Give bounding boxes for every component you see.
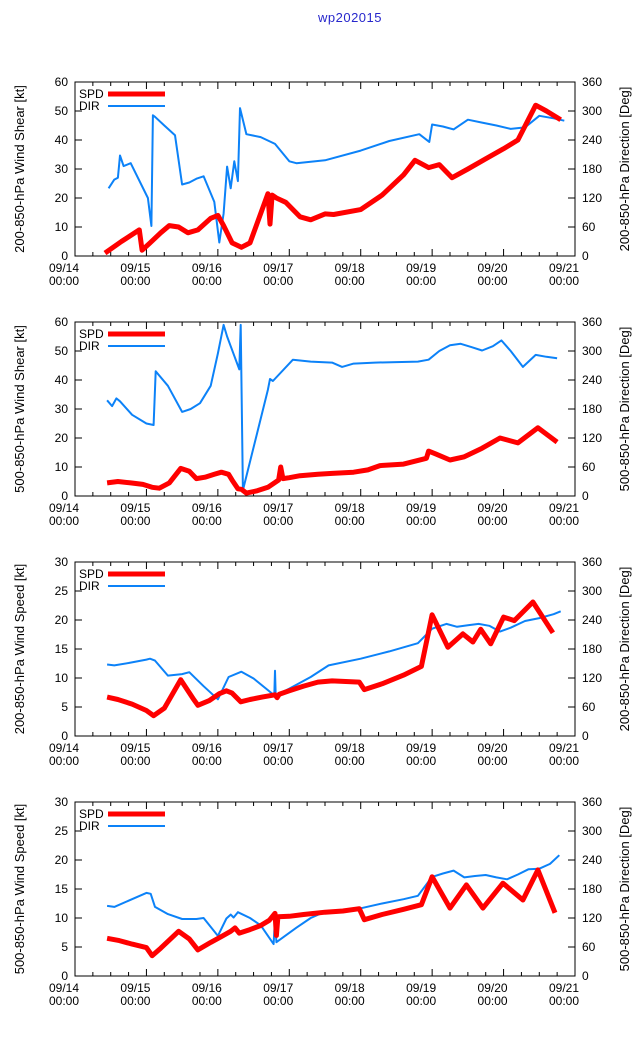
y-axis-tick-label: 40 <box>54 373 68 387</box>
wind-shear-500-850-chart <box>0 300 640 540</box>
x-axis-time-label: 00:00 <box>548 994 579 1008</box>
y-axis-tick-label: 0 <box>61 729 68 743</box>
x-axis-time-label: 00:00 <box>263 274 294 288</box>
y2-axis-tick-label: 120 <box>582 911 603 925</box>
x-axis-time-label: 00:00 <box>548 514 579 528</box>
x-axis-time-label: 00:00 <box>406 994 437 1008</box>
x-axis-date-label: 09/21 <box>548 741 579 755</box>
x-axis-date-label: 09/15 <box>120 741 151 755</box>
y-axis-title: 500-850-hPa Wind Speed [kt] <box>12 803 27 975</box>
y2-axis-tick-label: 360 <box>582 555 603 569</box>
x-axis-date-label: 09/14 <box>48 741 79 755</box>
y2-axis-tick-label: 300 <box>582 104 603 118</box>
x-axis-time-label: 00:00 <box>334 514 365 528</box>
y2-axis-tick-label: 360 <box>582 315 603 329</box>
y2-axis-tick-label: 180 <box>582 882 603 896</box>
tick-marks <box>75 322 575 496</box>
y-axis-tick-label: 10 <box>54 220 68 234</box>
wind-speed-500-850-chart-canvas <box>0 780 640 1020</box>
x-axis-date-label: 09/15 <box>120 501 151 515</box>
x-axis-date-label: 09/20 <box>477 981 508 995</box>
x-axis-date-label: 09/17 <box>263 501 294 515</box>
wind-shear-200-850-chart-canvas <box>0 60 640 300</box>
x-axis-time-label: 00:00 <box>477 754 508 768</box>
x-axis-time-label: 00:00 <box>120 754 151 768</box>
spd-line <box>107 870 555 956</box>
x-axis-date-label: 09/20 <box>477 501 508 515</box>
y-axis-tick-label: 25 <box>54 824 68 838</box>
y2-axis-tick-label: 60 <box>582 460 596 474</box>
y-axis-tick-label: 60 <box>54 315 68 329</box>
x-axis-date-label: 09/17 <box>263 981 294 995</box>
plot-border <box>75 82 575 256</box>
y-axis-tick-label: 20 <box>54 853 68 867</box>
x-axis-date-label: 09/17 <box>263 741 294 755</box>
x-axis-date-label: 09/14 <box>48 981 79 995</box>
x-axis-date-label: 09/19 <box>406 981 437 995</box>
y-axis-tick-label: 10 <box>54 671 68 685</box>
legend-label-dir: DIR <box>79 339 100 353</box>
y2-axis-tick-label: 0 <box>582 249 589 263</box>
x-axis-time-label: 00:00 <box>334 994 365 1008</box>
x-axis-date-label: 09/20 <box>477 741 508 755</box>
y-axis-tick-label: 0 <box>61 969 68 983</box>
y2-axis-tick-label: 180 <box>582 642 603 656</box>
x-axis-date-label: 09/18 <box>334 261 365 275</box>
y-axis-tick-label: 20 <box>54 191 68 205</box>
x-axis-time-label: 00:00 <box>48 994 79 1008</box>
y-axis-tick-label: 30 <box>54 162 68 176</box>
y2-axis-tick-label: 0 <box>582 489 589 503</box>
x-axis-date-label: 09/21 <box>548 981 579 995</box>
page-title: wp202015 <box>318 10 382 25</box>
x-axis-date-label: 09/19 <box>406 501 437 515</box>
x-axis-date-label: 09/20 <box>477 261 508 275</box>
x-axis-time-label: 00:00 <box>406 274 437 288</box>
wind-speed-200-850-chart-canvas <box>0 540 640 780</box>
x-axis-time-label: 00:00 <box>548 274 579 288</box>
y-axis-tick-label: 15 <box>54 642 68 656</box>
tick-marks <box>75 82 575 256</box>
x-axis-date-label: 09/15 <box>120 261 151 275</box>
y2-axis-tick-label: 0 <box>582 969 589 983</box>
y2-axis-tick-label: 300 <box>582 824 603 838</box>
y2-axis-tick-label: 120 <box>582 191 603 205</box>
x-axis-date-label: 09/16 <box>191 981 222 995</box>
y-axis-tick-label: 30 <box>54 402 68 416</box>
wind-speed-500-850-chart <box>0 780 640 1020</box>
y2-axis-tick-label: 360 <box>582 795 603 809</box>
x-axis-date-label: 09/18 <box>334 741 365 755</box>
legend-label-spd: SPD <box>79 87 104 101</box>
plot-border <box>75 562 575 736</box>
legend-label-dir: DIR <box>79 99 100 113</box>
x-axis-time-label: 00:00 <box>263 514 294 528</box>
y-axis-tick-label: 10 <box>54 460 68 474</box>
y-axis-tick-label: 30 <box>54 795 68 809</box>
y-axis-tick-label: 15 <box>54 882 68 896</box>
legend-label-spd: SPD <box>79 327 104 341</box>
x-axis-date-label: 09/18 <box>334 501 365 515</box>
spd-line <box>107 428 557 493</box>
x-axis-time-label: 00:00 <box>120 994 151 1008</box>
legend-label-spd: SPD <box>79 807 104 821</box>
wind-shear-500-850-chart-canvas <box>0 300 640 540</box>
spd-line <box>105 105 561 253</box>
y2-axis-tick-label: 60 <box>582 940 596 954</box>
y2-axis-tick-label: 120 <box>582 431 603 445</box>
x-axis-date-label: 09/18 <box>334 981 365 995</box>
y2-axis-tick-label: 240 <box>582 373 603 387</box>
x-axis-time-label: 00:00 <box>548 754 579 768</box>
y-axis-tick-label: 0 <box>61 489 68 503</box>
y-axis-tick-label: 0 <box>61 249 68 263</box>
y2-axis-tick-label: 240 <box>582 853 603 867</box>
y-axis-title: 200-850-hPa Wind Speed [kt] <box>12 563 27 735</box>
y2-axis-tick-label: 300 <box>582 344 603 358</box>
x-axis-time-label: 00:00 <box>191 274 222 288</box>
x-axis-time-label: 00:00 <box>191 994 222 1008</box>
x-axis-time-label: 00:00 <box>263 994 294 1008</box>
x-axis-date-label: 09/21 <box>548 261 579 275</box>
x-axis-time-label: 00:00 <box>48 274 79 288</box>
y2-axis-title: 200-850-hPa Direction [Deg] <box>617 566 632 732</box>
x-axis-date-label: 09/14 <box>48 261 79 275</box>
x-axis-time-label: 00:00 <box>120 514 151 528</box>
y2-axis-tick-label: 120 <box>582 671 603 685</box>
x-axis-date-label: 09/19 <box>406 741 437 755</box>
y-axis-tick-label: 5 <box>61 940 68 954</box>
dir-line <box>109 108 565 242</box>
x-axis-time-label: 00:00 <box>406 514 437 528</box>
y2-axis-tick-label: 0 <box>582 729 589 743</box>
x-axis-date-label: 09/16 <box>191 741 222 755</box>
y2-axis-tick-label: 60 <box>582 700 596 714</box>
y-axis-tick-label: 30 <box>54 555 68 569</box>
y2-axis-tick-label: 240 <box>582 133 603 147</box>
wind-speed-200-850-chart <box>0 540 640 780</box>
y-axis-tick-label: 40 <box>54 133 68 147</box>
plot-border <box>75 322 575 496</box>
y-axis-title: 200-850-hPa Wind Shear [kt] <box>12 85 27 253</box>
x-axis-date-label: 09/19 <box>406 261 437 275</box>
x-axis-time-label: 00:00 <box>477 994 508 1008</box>
x-axis-time-label: 00:00 <box>263 754 294 768</box>
x-axis-time-label: 00:00 <box>191 754 222 768</box>
x-axis-date-label: 09/16 <box>191 261 222 275</box>
y2-axis-tick-label: 240 <box>582 613 603 627</box>
legend-label-dir: DIR <box>79 579 100 593</box>
y2-axis-tick-label: 300 <box>582 584 603 598</box>
x-axis-time-label: 00:00 <box>48 514 79 528</box>
x-axis-time-label: 00:00 <box>48 754 79 768</box>
x-axis-date-label: 09/15 <box>120 981 151 995</box>
tick-marks <box>75 562 575 736</box>
dir-line <box>107 325 557 490</box>
x-axis-time-label: 00:00 <box>334 274 365 288</box>
x-axis-time-label: 00:00 <box>477 274 508 288</box>
x-axis-date-label: 09/21 <box>548 501 579 515</box>
x-axis-time-label: 00:00 <box>334 754 365 768</box>
spd-line <box>107 602 553 716</box>
y2-axis-title: 500-850-hPa Direction [Deg] <box>617 806 632 972</box>
x-axis-time-label: 00:00 <box>477 514 508 528</box>
y-axis-tick-label: 5 <box>61 700 68 714</box>
x-axis-date-label: 09/14 <box>48 501 79 515</box>
y2-axis-tick-label: 180 <box>582 162 603 176</box>
y-axis-tick-label: 50 <box>54 344 68 358</box>
y2-axis-tick-label: 60 <box>582 220 596 234</box>
y-axis-tick-label: 60 <box>54 75 68 89</box>
y2-axis-tick-label: 180 <box>582 402 603 416</box>
x-axis-time-label: 00:00 <box>191 514 222 528</box>
y-axis-tick-label: 10 <box>54 911 68 925</box>
y-axis-tick-label: 25 <box>54 584 68 598</box>
y2-axis-tick-label: 360 <box>582 75 603 89</box>
y-axis-tick-label: 20 <box>54 613 68 627</box>
y-axis-tick-label: 20 <box>54 431 68 445</box>
x-axis-date-label: 09/16 <box>191 501 222 515</box>
x-axis-time-label: 00:00 <box>406 754 437 768</box>
x-axis-time-label: 00:00 <box>120 274 151 288</box>
x-axis-date-label: 09/17 <box>263 261 294 275</box>
y2-axis-title: 500-850-hPa Direction [Deg] <box>617 326 632 492</box>
legend-label-dir: DIR <box>79 819 100 833</box>
wind-shear-200-850-chart <box>0 60 640 300</box>
y-axis-title: 500-850-hPa Wind Shear [kt] <box>12 325 27 493</box>
y-axis-tick-label: 50 <box>54 104 68 118</box>
legend-label-spd: SPD <box>79 567 104 581</box>
y2-axis-title: 200-850-hPa Direction [Deg] <box>617 86 632 252</box>
